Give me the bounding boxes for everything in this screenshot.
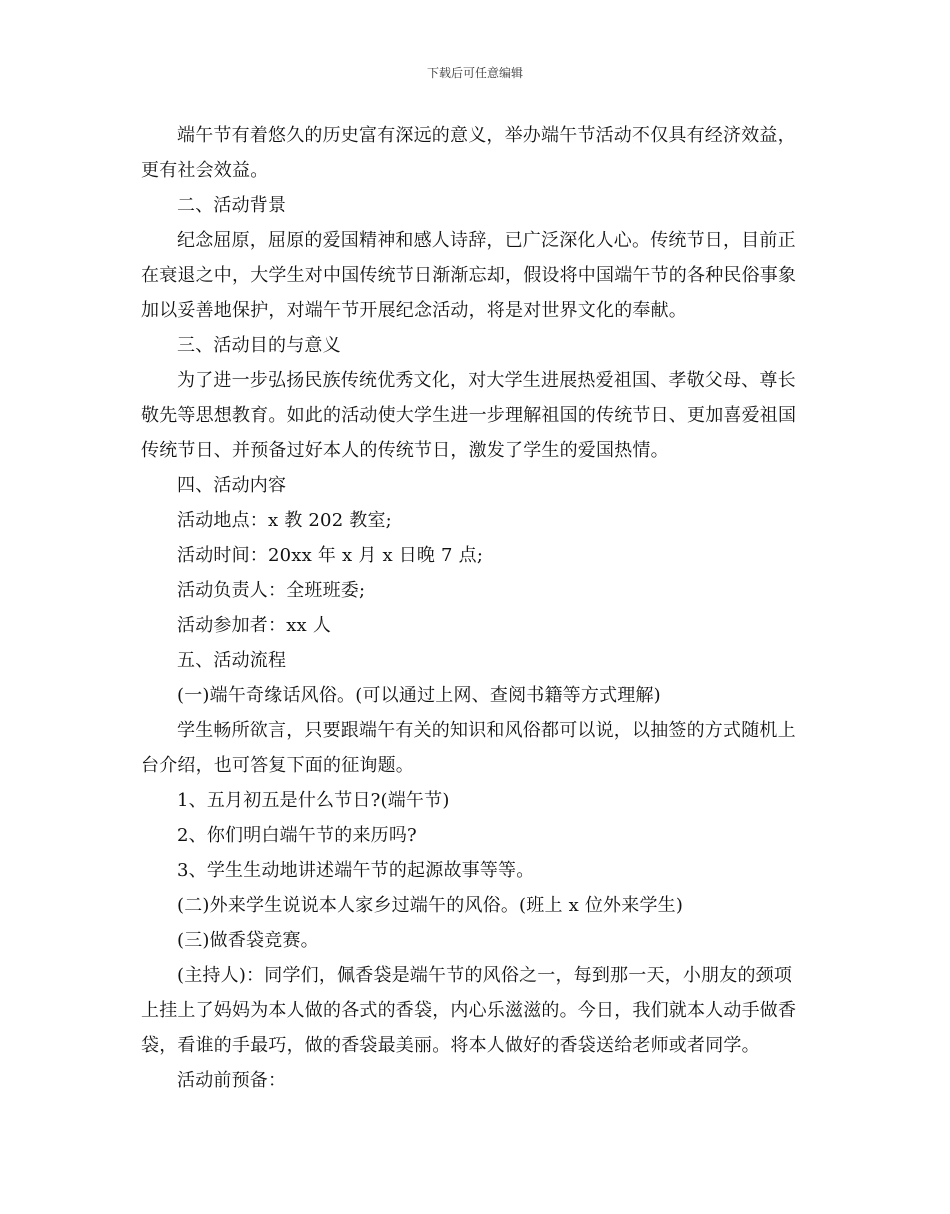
- paragraph-line: 敬先等思想教育。如此的活动使大学生进一步理解祖国的传统节日、更加喜爱祖国: [141, 405, 797, 426]
- paragraph-line: 活动时间：20xx 年 x 月 x 日晚 7 点;: [177, 545, 484, 566]
- page-header-note: 下载后可任意编辑: [426, 66, 523, 80]
- paragraph-line: 端午节有着悠久的历史富有深远的意义，举办端午节活动不仅具有经济效益，: [177, 125, 796, 146]
- paragraph-line: 四、活动内容: [177, 475, 287, 496]
- paragraph-line: 活动前预备：: [177, 1070, 287, 1091]
- paragraph-line: (二)外来学生说说本人家乡过端午的风俗。(班上 x 位外来学生): [177, 895, 684, 916]
- document-body: [141, 118, 811, 1098]
- paragraph-line: 3、学生生动地讲述端午节的起源故事等等。: [177, 860, 535, 881]
- paragraph-line: 袋，看谁的手最巧，做的香袋最美丽。将本人做好的香袋送给老师或者同学。: [141, 1035, 760, 1056]
- paragraph-line: 1、五月初五是什么节日?(端午节): [177, 790, 450, 811]
- paragraph-line: (主持人)：同学们，佩香袋是端午节的风俗之一，每到那一天，小朋友的颈项: [177, 965, 793, 986]
- paragraph-line: 活动参加者：xx 人: [177, 615, 332, 636]
- paragraph-line: 三、活动目的与意义: [177, 335, 341, 356]
- paragraph-line: 上挂上了妈妈为本人做的各式的香袋，内心乐滋滋的。今日，我们就本人动手做香: [141, 1000, 797, 1021]
- paragraph-line: 传统节日、并预备过好本人的传统节日，激发了学生的爱国热情。: [141, 440, 669, 461]
- paragraph-line: 纪念屈原，屈原的爱国精神和感人诗辞，已广泛深化人心。传统节日，目前正: [177, 230, 796, 251]
- paragraph-line: 台介绍，也可答复下面的征询题。: [141, 755, 414, 776]
- paragraph-line: 学生畅所欲言，只要跟端午有关的知识和风俗都可以说，以抽签的方式随机上: [177, 720, 796, 741]
- paragraph-line: 二、活动背景: [177, 195, 287, 216]
- paragraph-line: 加以妥善地保护，对端午节开展纪念活动，将是对世界文化的奉献。: [141, 300, 687, 321]
- paragraph-line: 为了进一步弘扬民族传统优秀文化，对大学生进展热爱祖国、孝敬父母、尊长: [177, 370, 796, 391]
- paragraph-line: 2、你们明白端午节的来历吗?: [177, 825, 417, 846]
- paragraph-line: (一)端午奇缘话风俗。(可以通过上网、查阅书籍等方式理解): [177, 685, 661, 706]
- paragraph-line: 活动负责人：全班班委;: [177, 580, 366, 601]
- paragraph-line: 更有社会效益。: [141, 160, 269, 181]
- paragraph-line: 在衰退之中，大学生对中国传统节日渐渐忘却，假设将中国端午节的各种民俗事象: [141, 265, 797, 286]
- paragraph-line: (三)做香袋竞赛。: [177, 930, 319, 951]
- paragraph-line: 活动地点：x 教 202 教室;: [177, 510, 392, 531]
- paragraph-line: 五、活动流程: [177, 650, 287, 671]
